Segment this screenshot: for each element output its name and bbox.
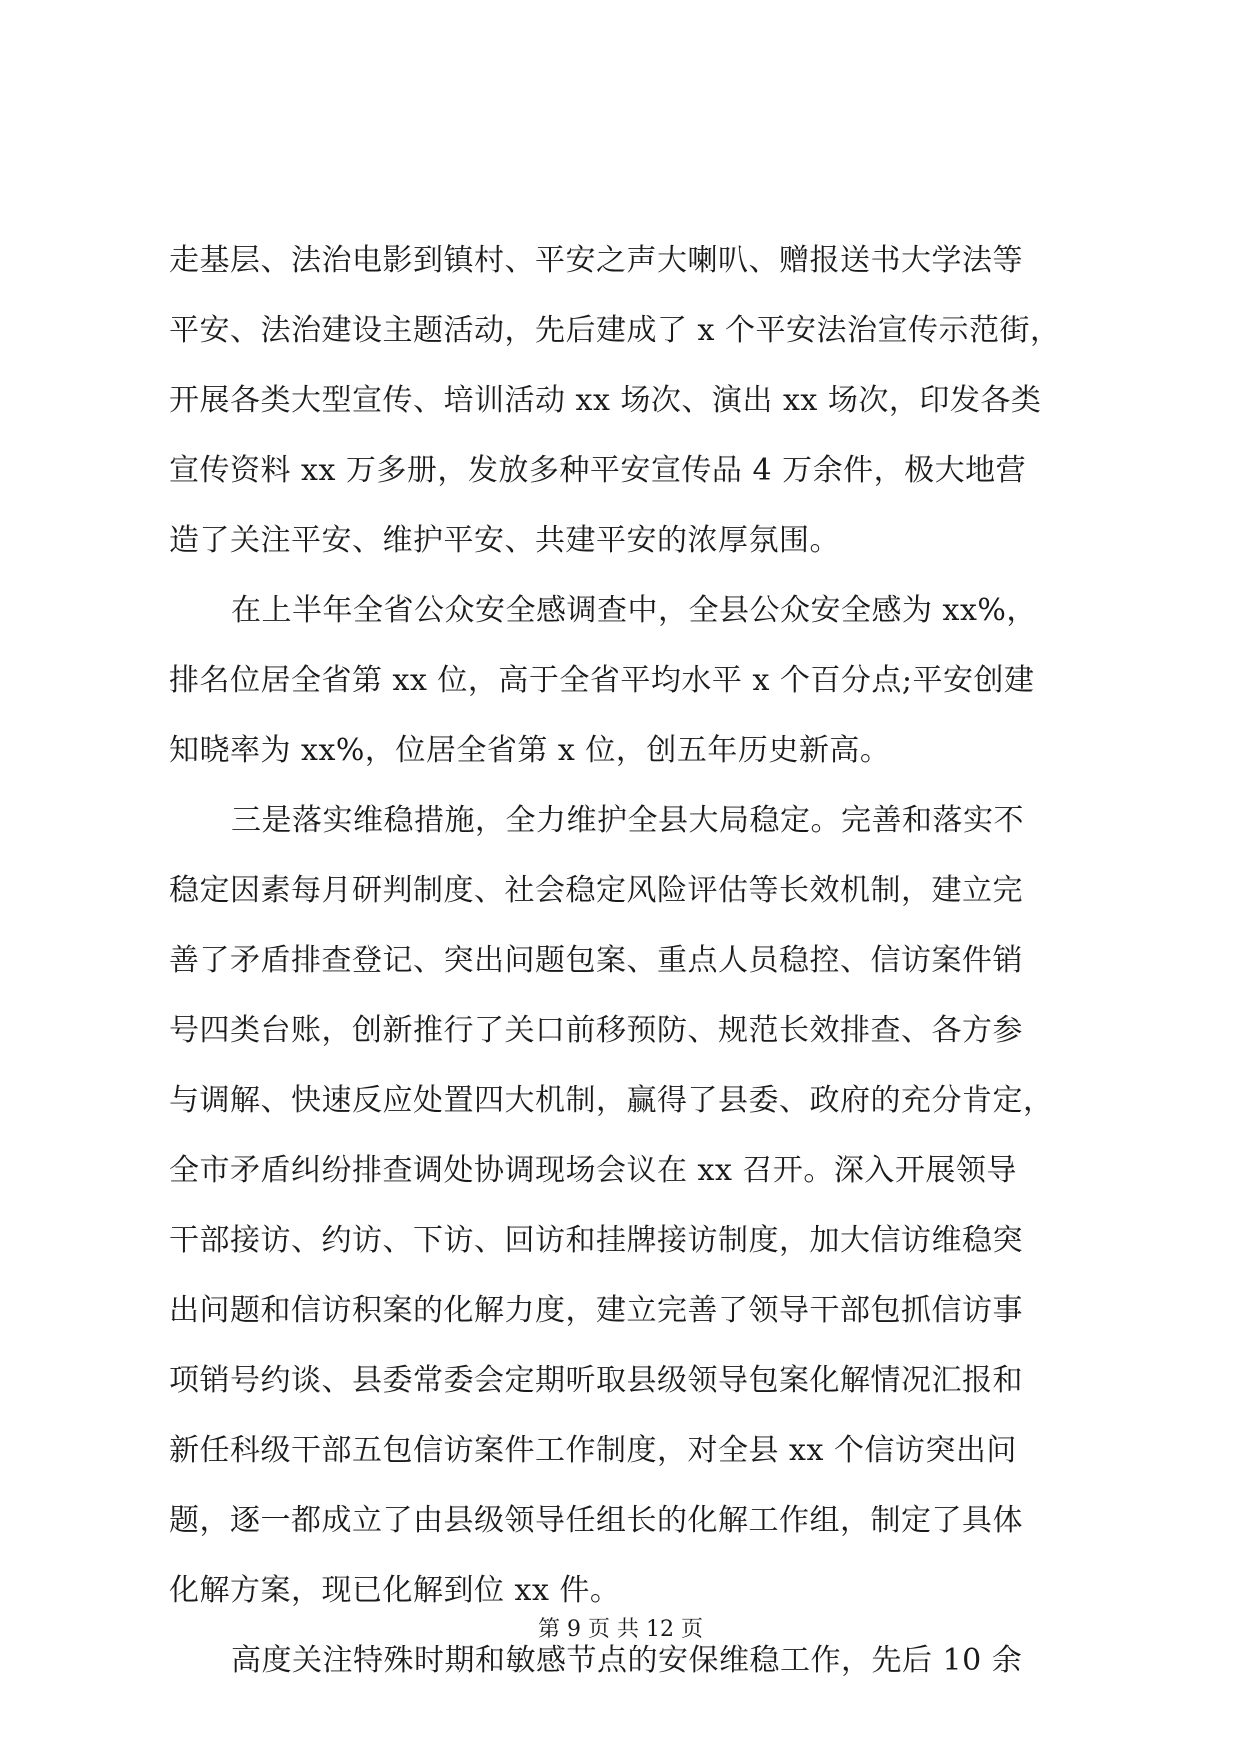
page-number-footer: 第 9 页 共 12 页: [538, 1617, 703, 1642]
text-line: 走基层、法治电影到镇村、平安之声大喇叭、赠报送书大学法等: [169, 243, 1023, 278]
paragraph-first-line: 高度关注特殊时期和敏感节点的安保维稳工作，先后 10 余: [231, 1643, 1023, 1678]
paragraph-first-line: 三是落实维稳措施，全力维护全县大局稳定。完善和落实不: [231, 803, 1024, 838]
text-line: 造了关注平安、维护平安、共建平安的浓厚氛围。: [169, 523, 840, 558]
text-line: 项销号约谈、县委常委会定期听取县级领导包案化解情况汇报和: [169, 1363, 1023, 1398]
text-line: 号四类台账，创新推行了关口前移预防、规范长效排查、各方参: [169, 1013, 1023, 1048]
text-line: 知晓率为 xx%，位居全省第 x 位，创五年历史新高。: [169, 733, 891, 768]
text-line: 排名位居全省第 xx 位，高于全省平均水平 x 个百分点;平安创建: [169, 663, 1035, 698]
body-text: [169, 226, 1079, 1696]
text-line: 平安、法治建设主题活动，先后建成了 x 个平安法治宣传示范街，: [169, 313, 1061, 348]
text-line: 全市矛盾纠纷排查调处协调现场会议在 xx 召开。深入开展领导: [169, 1153, 1017, 1188]
paragraph-first-line: 在上半年全省公众安全感调查中，全县公众安全感为 xx%，: [231, 593, 1037, 628]
text-line: 干部接访、约访、下访、回访和挂牌接访制度，加大信访维稳突: [169, 1223, 1023, 1258]
text-line: 题，逐一都成立了由县级领导任组长的化解工作组，制定了具体: [169, 1503, 1023, 1538]
text-line: 出问题和信访积案的化解力度，建立完善了领导干部包抓信访事: [169, 1293, 1023, 1328]
text-line: 开展各类大型宣传、培训活动 xx 场次、演出 xx 场次，印发各类: [169, 383, 1042, 418]
text-line: 与调解、快速反应处置四大机制，赢得了县委、政府的充分肯定，: [169, 1083, 1054, 1118]
text-line: 新任科级干部五包信访案件工作制度，对全县 xx 个信访突出问: [169, 1433, 1017, 1468]
text-line: 化解方案，现已化解到位 xx 件。: [169, 1573, 621, 1608]
text-line: 稳定因素每月研判制度、社会稳定风险评估等长效机制，建立完: [169, 873, 1023, 908]
text-line: 善了矛盾排查登记、突出问题包案、重点人员稳控、信访案件销: [169, 943, 1023, 978]
text-line: 宣传资料 xx 万多册，发放多种平安宣传品 4 万余件，极大地营: [169, 453, 1027, 488]
